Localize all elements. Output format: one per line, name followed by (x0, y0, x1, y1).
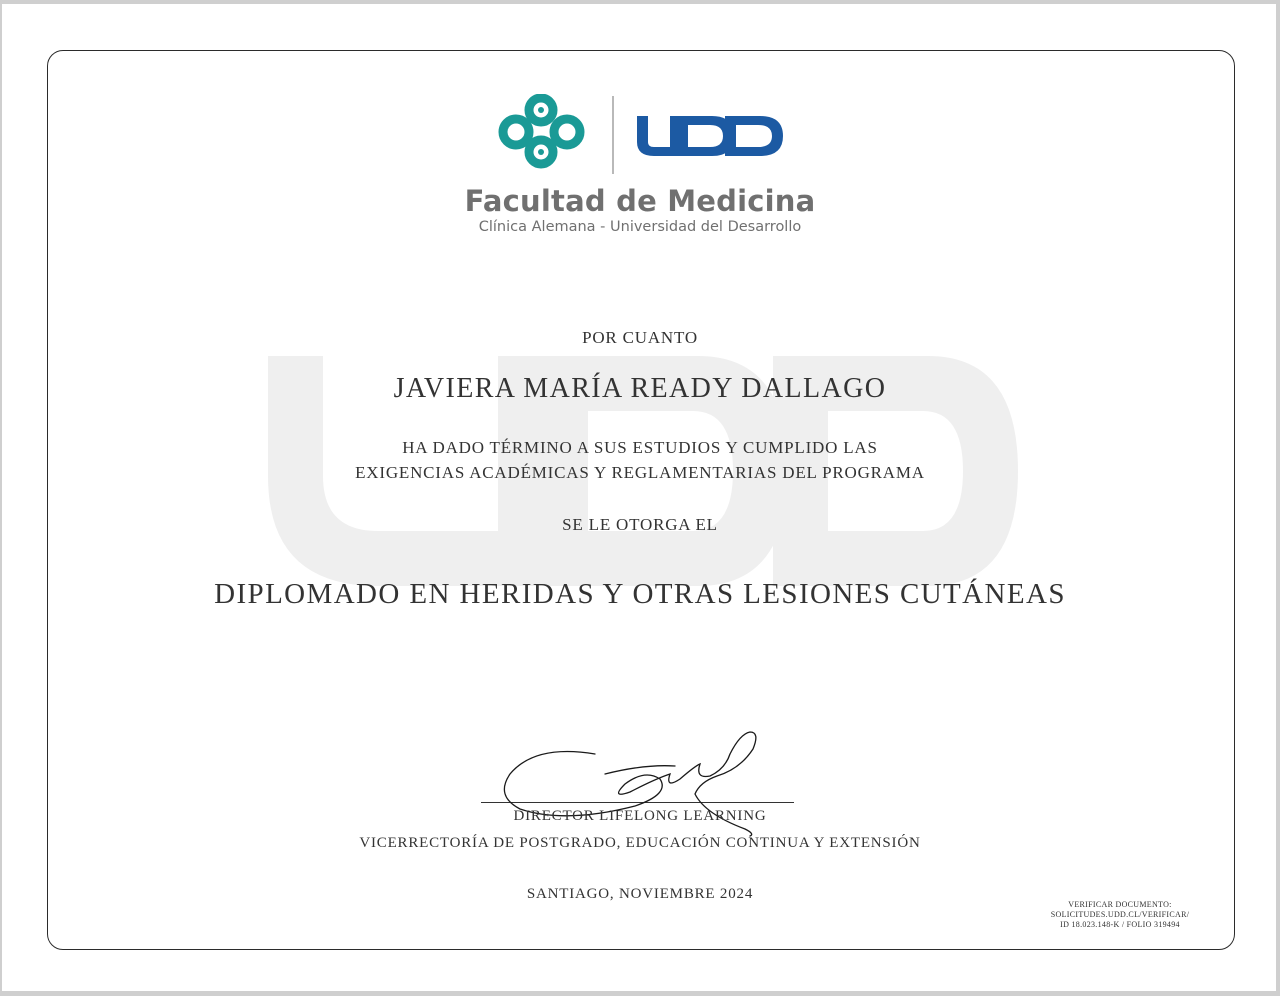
faculty-title: Facultad de Medicina (464, 184, 816, 218)
verification-url: SOLICITUDES.UDD.CL/VERIFICAR/ (1050, 910, 1190, 919)
body-text-line-2: EXIGENCIAS ACADÉMICAS Y REGLAMENTARIAS DEL PROGRAMA (355, 463, 925, 482)
signatory-title: DIRECTOR LIFELONG LEARNING (513, 808, 767, 824)
place-date: SANTIAGO, NOVIEMBRE 2024 (526, 886, 754, 902)
signatory-department: VICERRECTORÍA DE POSTGRADO, EDUCACIÓN CONTINUA Y EXTENSIÓN (359, 835, 921, 851)
verification-block (1030, 900, 1210, 930)
logo-divider (612, 96, 614, 174)
udd-logo (637, 116, 783, 156)
recipient-name: JAVIERA MARÍA READY DALLAGO (393, 373, 887, 404)
faculty-subtitle: Clínica Alemana - Universidad del Desarrollo (478, 219, 802, 235)
verification-heading: VERIFICAR DOCUMENTO: (1068, 900, 1172, 909)
program-title: DIPLOMADO EN HERIDAS Y OTRAS LESIONES CUTÁNEAS (214, 578, 1066, 610)
se-le-otorga-text: SE LE OTORGA EL (562, 515, 718, 534)
header-logos (494, 94, 794, 174)
por-cuanto-text: POR CUANTO (582, 328, 698, 347)
body-text-line-1: HA DADO TÉRMINO A SUS ESTUDIOS Y CUMPLIDO LAS (402, 438, 878, 457)
verification-id: ID 18.023.148-K / FOLIO 319494 (1060, 920, 1180, 929)
